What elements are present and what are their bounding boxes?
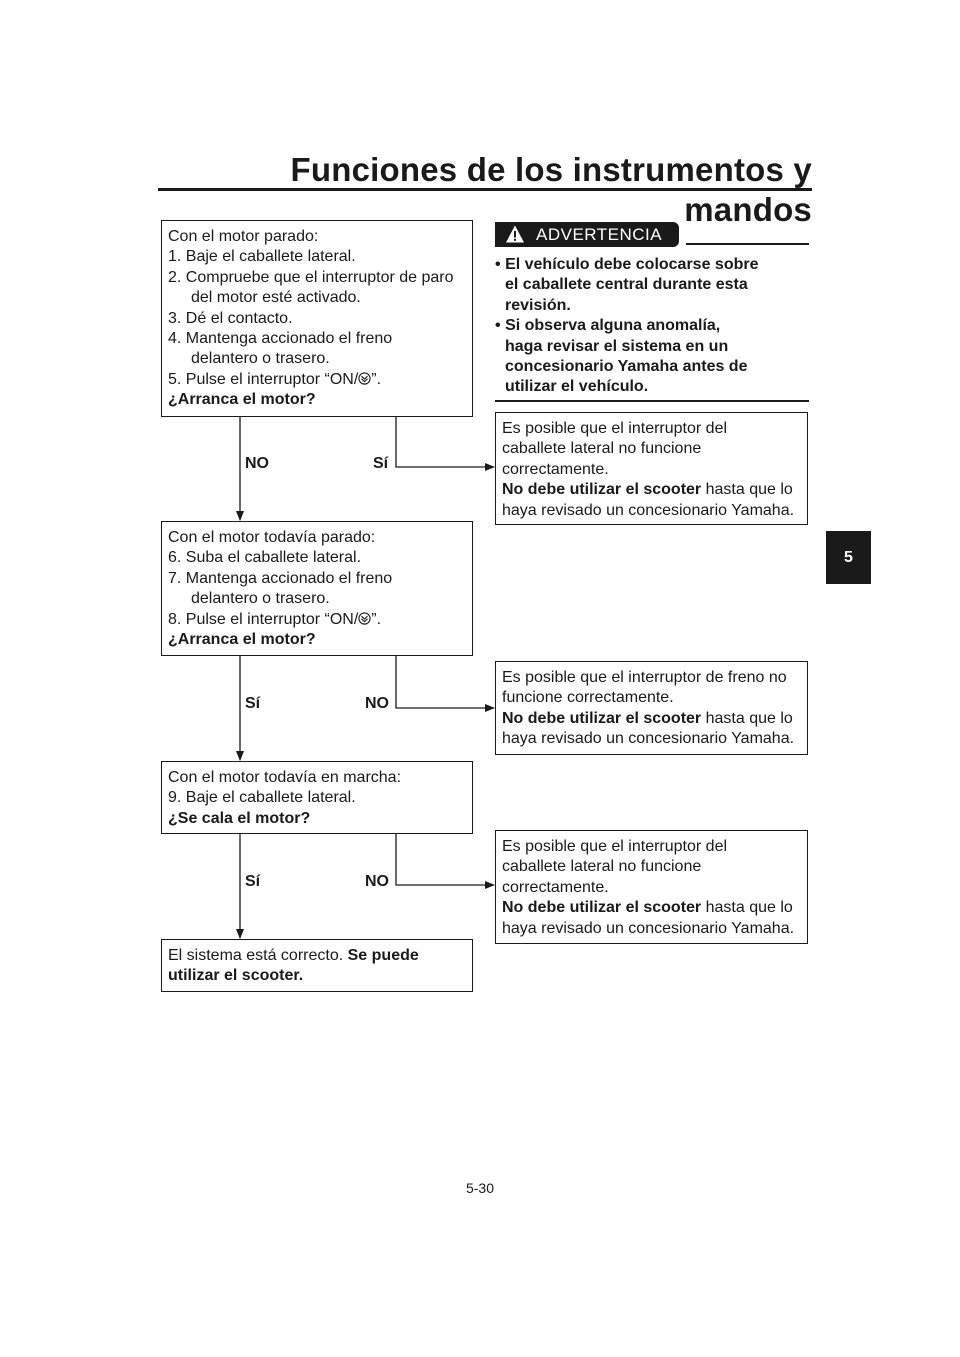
step1-question: ¿Arranca el motor? [168,391,316,409]
step2-item7b: delantero o trasero. [191,590,330,608]
bullet: • [495,317,501,335]
bullet: • [495,256,501,273]
warning-item1-line1 [495,255,809,275]
step1-item1: 1. Baje el caballete lateral. [168,248,356,266]
branch3-left-label: Sí [245,873,261,890]
step1-item2a: 2. Compruebe que el interruptor de paro [168,268,454,286]
result3-bold: No debe utilizar el scooter [502,899,702,917]
result1-line5: haya revisado un concesionario Yamaha. [502,501,795,519]
page-number: 5-30 [465,1180,495,1196]
result3-rest: hasta que lo [705,899,793,917]
result1-line4 [502,480,801,500]
step1-item3: 3. Dé el contacto. [168,309,293,327]
warning-item1-line3: revisión. [505,296,571,314]
result3-box [495,830,808,944]
step2-item8 [168,610,466,630]
result2-bold: No debe utilizar el scooter [502,709,702,727]
result3-line3: correctamente. [502,878,609,896]
final-text: El sistema está correcto. [168,947,344,964]
step2-item8-prefix: 8. Pulse el interruptor “ON/ [168,610,359,628]
step1-box [161,220,473,417]
warning-text: El vehículo debe colocarse sobre [505,256,759,273]
step3-heading: Con el motor todavía en marcha: [168,769,402,786]
step1-item5 [168,370,466,390]
result2-line4: haya revisado un concesionario Yamaha. [502,730,795,748]
final-box [161,939,473,992]
final-line1 [168,946,466,966]
step3-item9: 9. Baje el caballete lateral. [168,789,356,807]
final-bold2: utilizar el scooter. [168,967,304,985]
warning-list [495,255,809,398]
step1-item4b: delantero o trasero. [191,350,330,368]
step1-item5-suffix: ”. [371,370,382,388]
step3-question: ¿Se cala el motor? [168,809,311,827]
branch2-left-label: Sí [245,695,261,712]
result1-bold: No debe utilizar el scooter [502,481,702,499]
start-switch-icon [358,612,371,625]
step2-question: ¿Arranca el motor? [168,631,316,649]
result3-line5: haya revisado un concesionario Yamaha. [502,919,795,937]
step2-item7a: 7. Mantenga accionado el freno [168,569,393,587]
branch2-right-label: NO [365,695,389,712]
branch1-right-label: Sí [373,455,389,472]
warning-rule-bottom [495,400,809,402]
arrow-step3-no [396,834,494,885]
arrow-step1-si [396,417,494,467]
result1-line2: caballete lateral no funcione [502,440,702,458]
result2-line1: Es posible que el interruptor de freno no [502,669,787,686]
branch3-right-label: NO [365,873,389,890]
result1-line1: Es posible que el interruptor del [502,420,728,437]
page-title: Funciones de los instrumentos y mandos [290,151,812,228]
step3-box [161,761,473,834]
chapter-tab: 5 [826,531,871,584]
result2-rest: hasta que lo [705,709,793,727]
result2-line3 [502,709,801,729]
step2-box [161,521,473,656]
step1-heading: Con el motor parado: [168,228,319,245]
step2-heading: Con el motor todavía parado: [168,529,376,546]
step1-item2b: del motor esté activado. [191,289,361,307]
result1-rest: hasta que lo [705,481,793,499]
arrow-step2-no [396,656,494,708]
result2-line2: funcione correctamente. [502,689,674,707]
result2-box [495,661,808,755]
result1-box [495,412,808,525]
result3-line4 [502,898,801,918]
start-switch-icon [358,372,371,385]
warning-item2-line1 [495,316,809,336]
warning-item1-line2: el caballete central durante esta [505,276,748,294]
step2-item6: 6. Suba el caballete lateral. [168,549,362,567]
warning-icon [505,224,525,244]
result3-line1: Es posible que el interruptor del [502,838,728,855]
final-bold1: Se puede [347,947,419,964]
warning-item2-line2: haga revisar el sistema en un [505,337,729,355]
warning-label: ADVERTENCIA [536,225,663,244]
step2-item8-suffix: ”. [371,610,382,628]
step1-item5-prefix: 5. Pulse el interruptor “ON/ [168,370,359,388]
warning-item2-line4: utilizar el vehículo. [505,378,649,396]
step1-item4a: 4. Mantenga accionado el freno [168,330,393,348]
branch1-left-label: NO [245,455,269,472]
result1-line3: correctamente. [502,460,609,478]
warning-rule-top [686,243,809,245]
result3-line2: caballete lateral no funcione [502,858,702,876]
warning-badge [495,222,679,247]
warning-item2-line3: concesionario Yamaha antes de [505,358,748,376]
warning-text: Si observa alguna anomalía, [505,317,721,335]
